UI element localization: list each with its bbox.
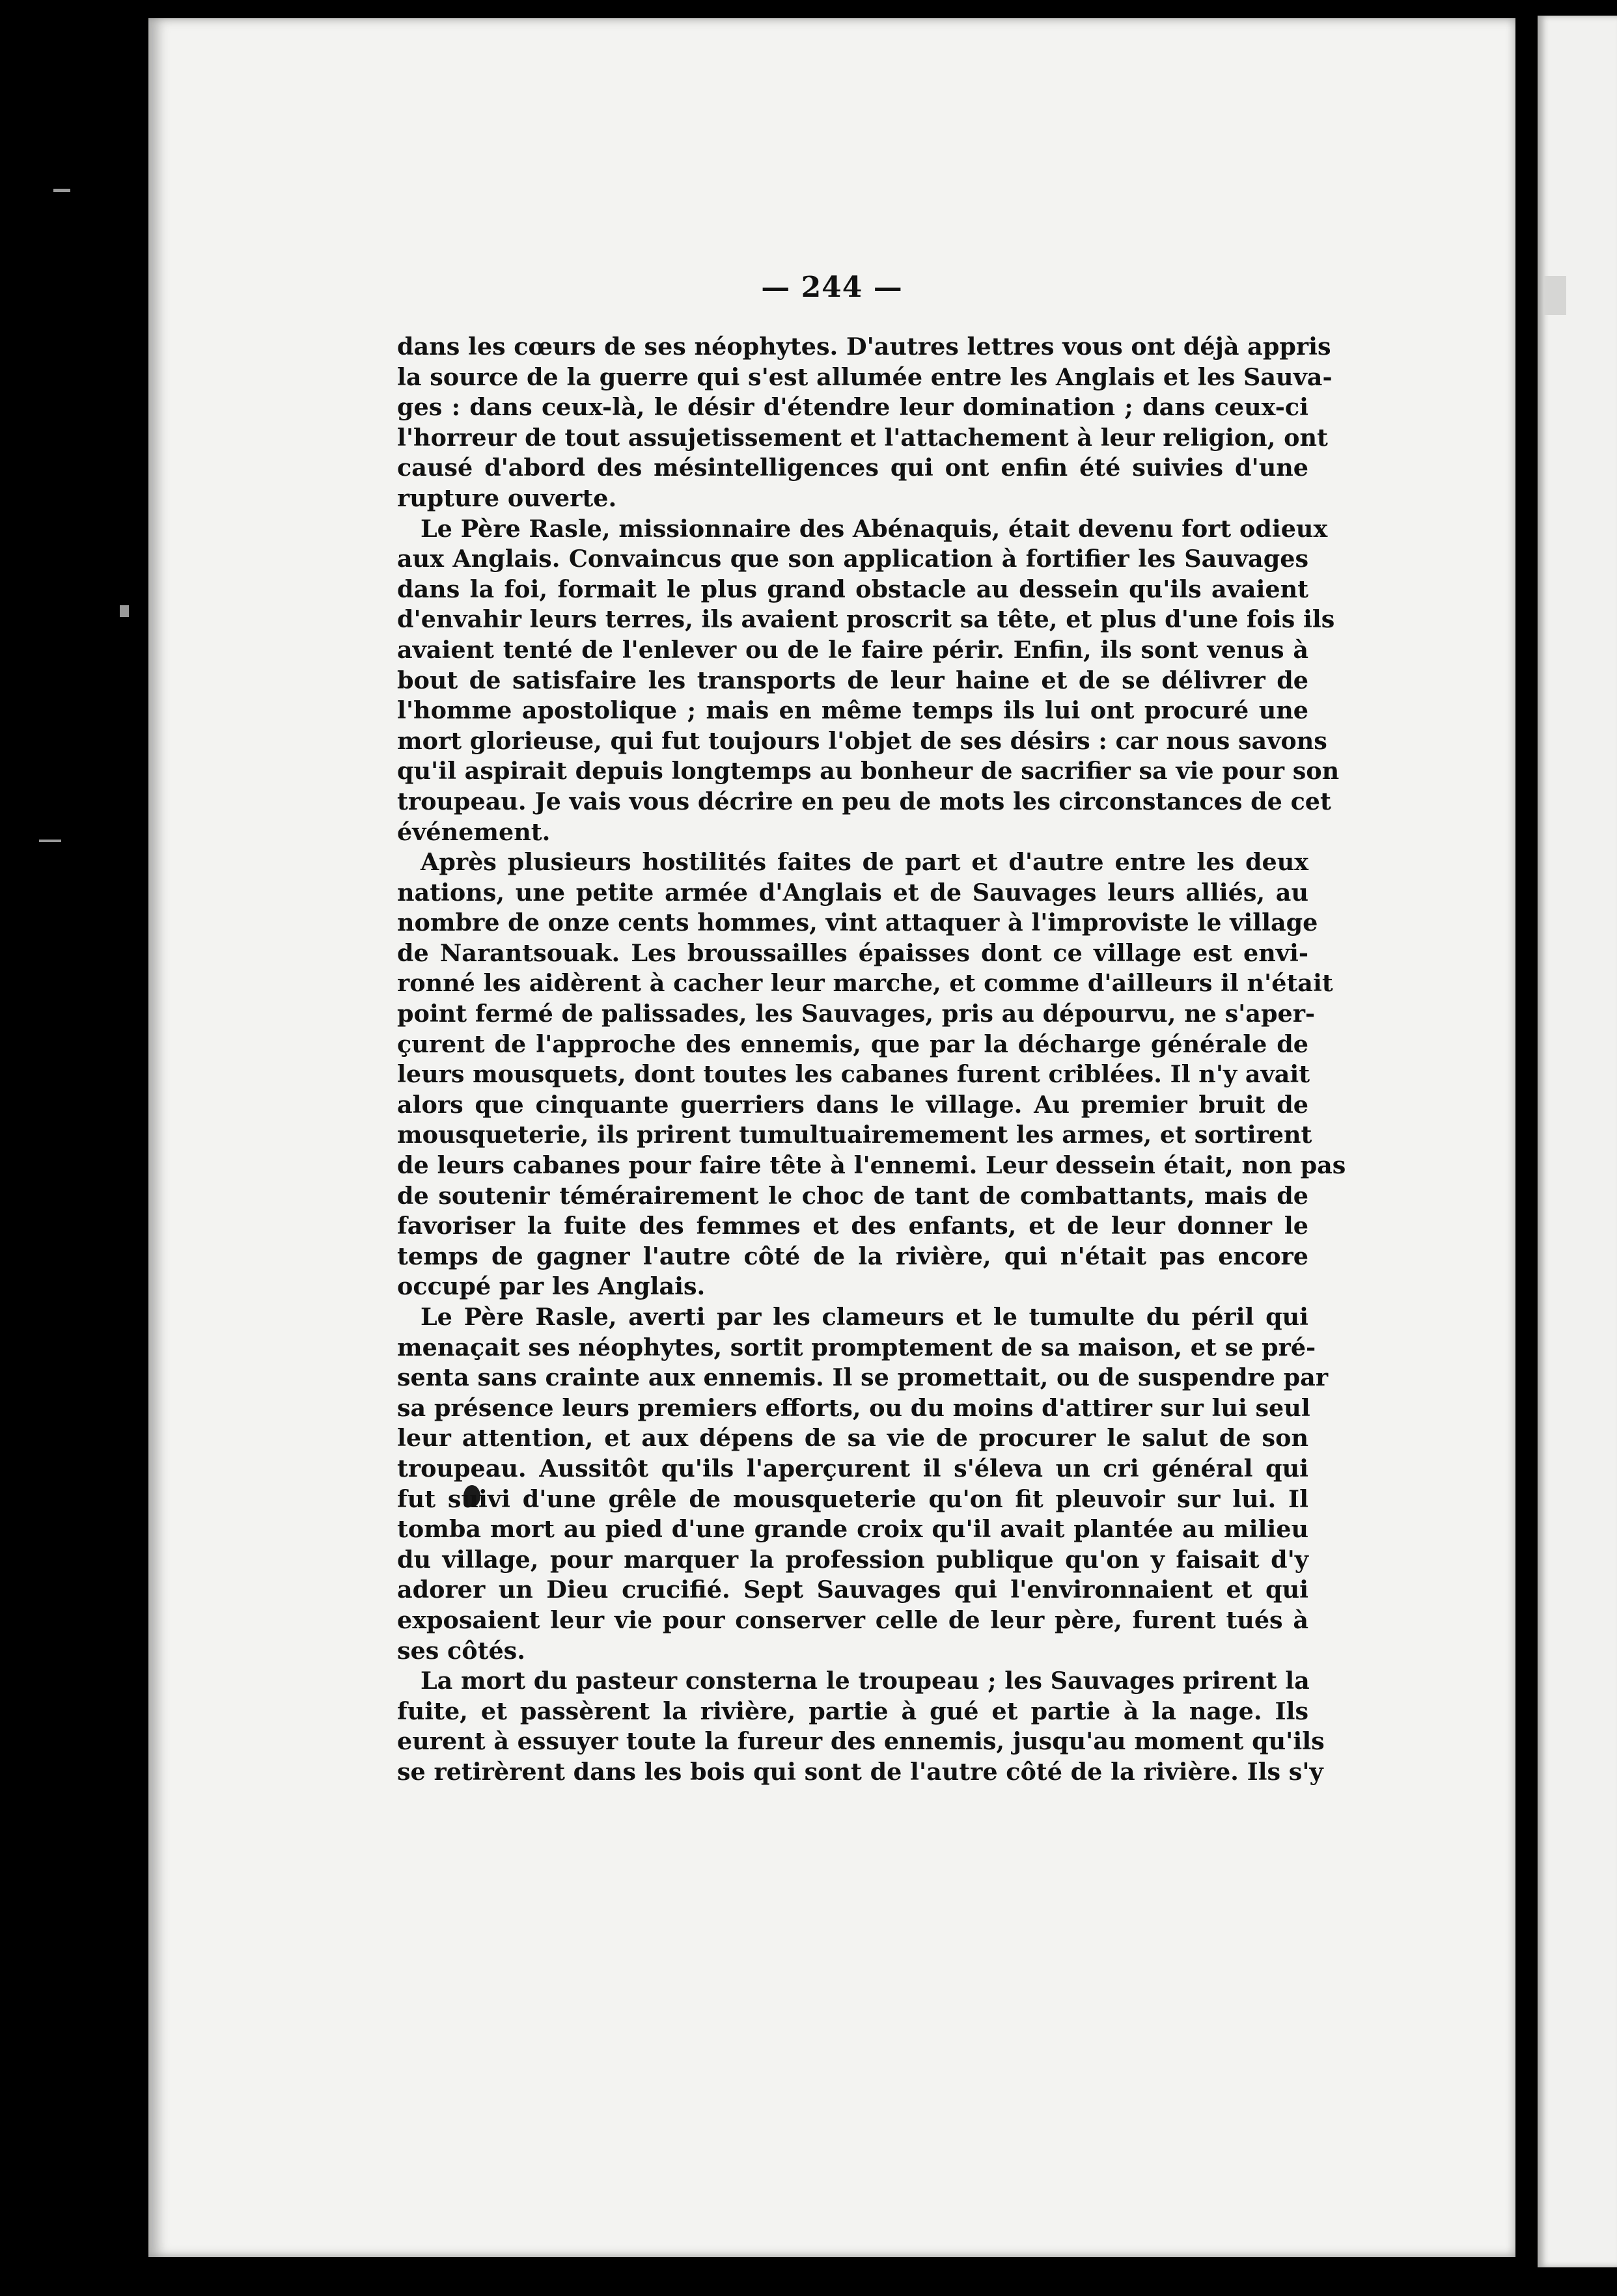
text-line: nombre de onze cents hommes, vint attaquer à l'improviste le village — [397, 909, 1318, 937]
text-line: ronné les aidèrent à cacher leur marche, et comme d'ailleurs il n'était — [397, 969, 1333, 998]
text-line: du village, pour marquer la profession publique qu'on y faisait d'y — [397, 1545, 1308, 1574]
text-line: ges : dans ceux-là, le désir d'étendre leur domination ; dans ceux-ci — [397, 393, 1308, 422]
text-line: se retirèrent dans les bois qui sont de l'autre côté de la rivière. Ils s'y — [397, 1757, 1323, 1786]
text-line: de Narantsouak. Les broussailles épaisses dont ce village est envi- — [397, 938, 1308, 967]
edge-speck — [120, 605, 129, 617]
edge-speck — [39, 840, 61, 842]
text-line: rupture ouverte. — [397, 484, 617, 512]
text-line: causé d'abord des mésintelligences qui ont enfin été suivies d'une — [397, 454, 1308, 482]
text-line: adorer un Dieu crucifié. Sept Sauvages qui l'environnaient et qui — [397, 1576, 1308, 1604]
text-line: l'horreur de tout assujetissement et l'attachement à leur religion, ont — [397, 423, 1328, 452]
text-line: point fermé de palissades, les Sauvages, pris au dépourvu, ne s'aper- — [397, 1000, 1316, 1028]
text-line: favoriser la fuite des femmes et des enfants, et de leur donner le — [397, 1212, 1308, 1240]
text-line: temps de gagner l'autre côté de la rivière, qui n'était pas encore — [397, 1242, 1308, 1270]
text-line: bout de satisfaire les transports de leur haine et de se délivrer de — [397, 666, 1308, 694]
text-line: fut suivi d'une grêle de mousqueterie qu'on fit pleuvoir sur lui. Il — [397, 1484, 1308, 1513]
text-line: tomba mort au pied d'une grande croix qu'il avait plantée au milieu — [397, 1515, 1308, 1544]
text-line: ses côtés. — [397, 1636, 525, 1665]
text-line: d'envahir leurs terres, ils avaient proscrit sa tête, et plus d'une fois ils — [397, 605, 1335, 634]
text-line: troupeau. Je vais vous décrire en peu de mots les circonstances de cet — [397, 787, 1331, 815]
text-line: troupeau. Aussitôt qu'ils l'aperçurent il s'éleva un cri général qui — [397, 1454, 1308, 1483]
text-line: qu'il aspirait depuis longtemps au bonheur de sacrifier sa vie pour son — [397, 757, 1340, 786]
text-line: menaçait ses néophytes, sortit promptement de sa maison, et se pré- — [397, 1333, 1316, 1361]
text-line: exposaient leur vie pour conserver celle de leur père, furent tués à — [397, 1606, 1308, 1634]
text-line: événement. — [397, 817, 551, 846]
page-number: — 244 — — [761, 271, 903, 304]
text-line: leur attention, et aux dépens de sa vie de procurer le salut de son — [397, 1424, 1308, 1453]
text-line: dans les cœurs de ses néophytes. D'autres lettres vous ont déjà appris — [397, 333, 1331, 361]
edge-speck — [53, 189, 70, 192]
text-line: eurent à essuyer toute la fureur des ennemis, jusqu'au moment qu'ils — [397, 1727, 1325, 1756]
text-line: Le Père Rasle, averti par les clameurs et le tumulte du péril qui — [421, 1303, 1308, 1331]
text-line: occupé par les Anglais. — [397, 1272, 706, 1301]
text-line: Le Père Rasle, missionnaire des Abénaquis, était devenu fort odieux — [421, 514, 1328, 543]
text-line: senta sans crainte aux ennemis. Il se promettait, ou de suspendre par — [397, 1363, 1329, 1392]
text-line: alors que cinquante guerriers dans le village. Au premier bruit de — [397, 1090, 1308, 1119]
text-line: aux Anglais. Convaincus que son application à fortifier les Sauvages — [397, 545, 1308, 573]
text-line: de soutenir témérairement le choc de tant de combattants, mais de — [397, 1181, 1308, 1210]
text-line: nations, une petite armée d'Anglais et de Sauvages leurs alliés, au — [397, 878, 1308, 907]
text-line: Après plusieurs hostilités faites de part et d'autre entre les deux — [421, 848, 1308, 877]
text-line: avaient tenté de l'enlever ou de le faire périr. Enfin, ils sont venus à — [397, 635, 1308, 664]
text-line: sa présence leurs premiers efforts, ou du moins d'attirer sur lui seul — [397, 1393, 1310, 1422]
text-line: La mort du pasteur consterna le troupeau ; les Sauvages prirent la — [421, 1667, 1310, 1695]
text-line: çurent de l'approche des ennemis, que par la décharge générale de — [397, 1030, 1308, 1058]
text-line: fuite, et passèrent la rivière, partie à gué et partie à la nage. Ils — [397, 1697, 1308, 1725]
page-edge-mark — [1544, 276, 1566, 315]
text-line: l'homme apostolique ; mais en même temps ils lui ont procuré une — [397, 696, 1308, 725]
text-line: mort glorieuse, qui fut toujours l'objet de ses désirs : car nous savons — [397, 726, 1327, 755]
next-page-edge — [1538, 16, 1617, 2267]
text-line: la source de la guerre qui s'est allumée entre les Anglais et les Sauva- — [397, 362, 1333, 391]
text-line: mousqueterie, ils prirent tumultuairemement les armes, et sortirent — [397, 1121, 1312, 1149]
text-line: de leurs cabanes pour faire tête à l'ennemi. Leur dessein était, non pas — [397, 1151, 1346, 1180]
text-line: dans la foi, formait le plus grand obstacle au dessein qu'ils avaient — [397, 575, 1308, 603]
text-line: leurs mousquets, dont toutes les cabanes furent criblées. Il n'y avait — [397, 1060, 1310, 1089]
body-text — [397, 332, 1346, 1788]
